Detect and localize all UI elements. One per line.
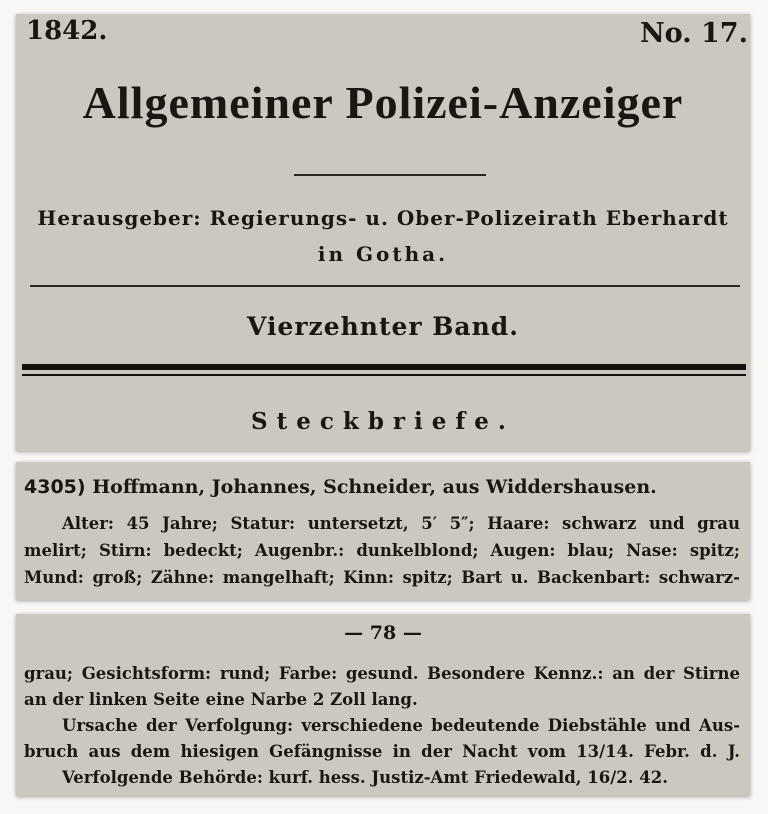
description-line: Ursache der Verfolgung: verschiedene bedeutende Diebstähle und Aus- (62, 716, 740, 735)
entry-name: Hoffmann, Johannes, Schneider, aus Widdershausen. (92, 476, 657, 498)
wanted-entry-clipping (16, 462, 750, 600)
section-heading: Steckbriefe. (251, 408, 515, 435)
volume-title: Vierzehnter Band. (246, 312, 519, 341)
thick-divider (22, 364, 746, 370)
publication-year: 1842. (26, 16, 108, 46)
masthead-title: Allgemeiner Polizei-Anzeiger (82, 77, 684, 128)
description-line: Mund: groß; Zähne: mangelhaft; Kinn: spitz; Bart u. Backenbart: schwarz- (24, 568, 740, 587)
continued-page-clipping (16, 614, 750, 796)
entry-number: 4305) (24, 476, 86, 498)
description-line: Alter: 45 Jahre; Statur: untersetzt, 5′ 5″; Haare: schwarz und grau (62, 514, 740, 533)
header-divider (30, 285, 740, 287)
description-line: Verfolgende Behörde: kurf. hess. Justiz-Amt Friedewald, 16/2. 42. (62, 768, 668, 787)
issue-number: No. 17. (640, 18, 748, 49)
publisher-line: Herausgeber: Regierungs- u. Ober-Polizeirath Eberhardt (37, 206, 729, 230)
entry-heading (24, 476, 657, 498)
newspaper-header-clipping (16, 14, 750, 451)
thin-divider (22, 374, 746, 376)
description-line: grau; Gesichtsform: rund; Farbe: gesund. Besondere Kennz.: an der Stirne (24, 664, 740, 683)
masthead-rule (294, 174, 486, 176)
description-line: an der linken Seite eine Narbe 2 Zoll lang. (24, 690, 418, 709)
description-line: bruch aus dem hiesigen Gefängnisse in der Nacht vom 13/14. Febr. d. J. (24, 742, 740, 761)
publisher-place: in Gotha. (317, 242, 449, 266)
page-number: — 78 — (344, 622, 422, 644)
description-line: melirt; Stirn: bedeckt; Augenbr.: dunkelblond; Augen: blau; Nase: spitz; (24, 541, 740, 560)
